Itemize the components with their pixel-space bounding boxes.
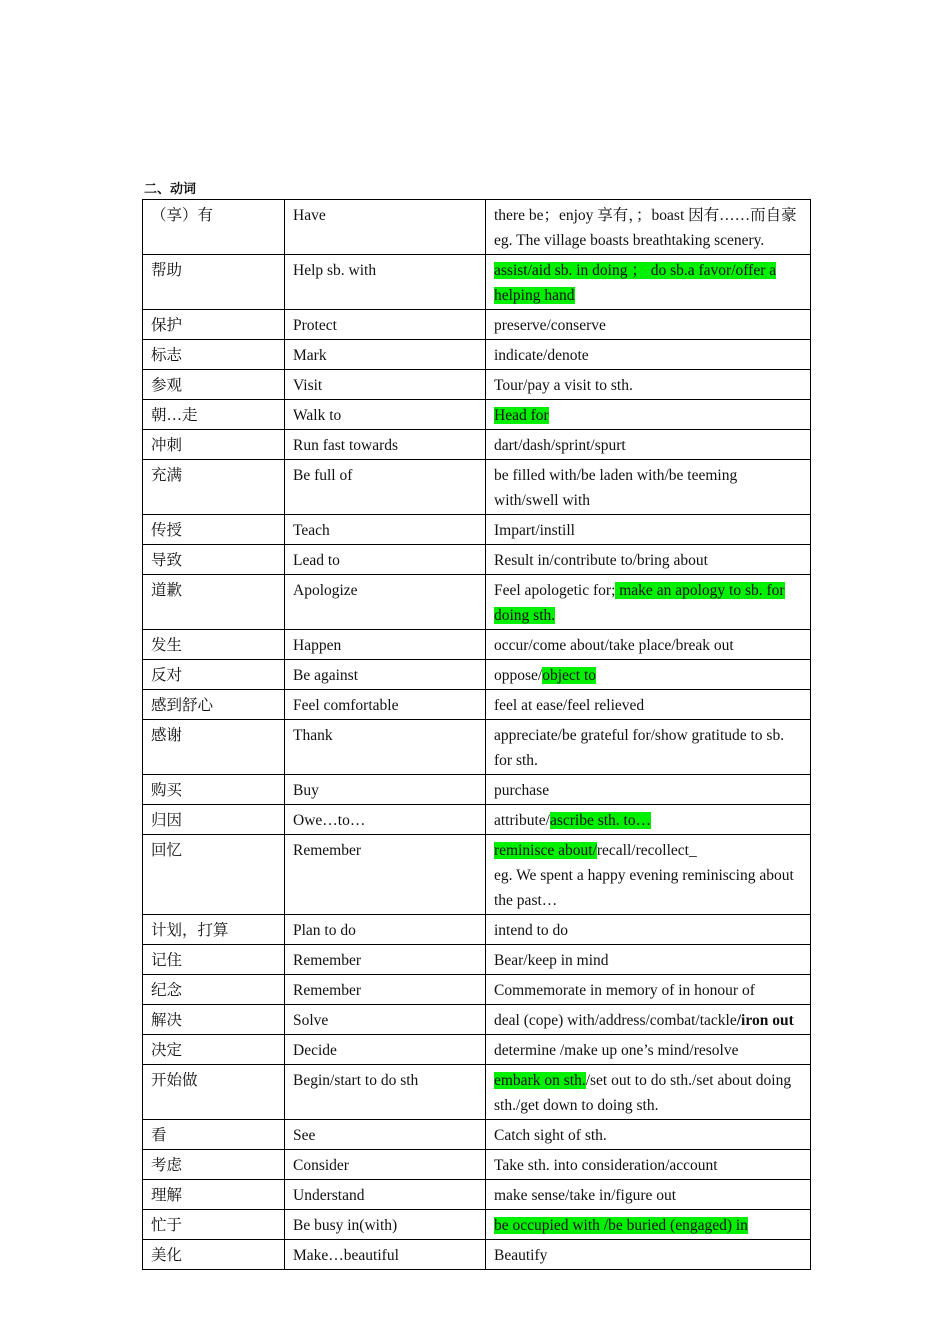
chinese-term: 美化 xyxy=(143,1240,285,1270)
synonyms xyxy=(486,400,811,430)
synonyms xyxy=(486,660,811,690)
table-row xyxy=(143,340,811,370)
synonyms xyxy=(486,200,811,255)
english-term: Make…beautiful xyxy=(285,1240,486,1270)
bold-synonym: /iron out xyxy=(736,1012,794,1029)
synonym-text: /set out to do sth./set about doing sth./get down to doing sth. xyxy=(494,1072,792,1114)
english-term: Buy xyxy=(285,775,486,805)
synonyms xyxy=(486,255,811,310)
chinese-term: 发生 xyxy=(143,630,285,660)
chinese-term: 冲刺 xyxy=(143,430,285,460)
table-row xyxy=(143,1035,811,1065)
synonyms xyxy=(486,835,811,915)
table-row xyxy=(143,630,811,660)
synonym-text: appreciate/be grateful for/show gratitude to sb. for sth. xyxy=(494,727,785,769)
synonyms xyxy=(486,1005,811,1035)
synonym-text: feel at ease/feel relieved xyxy=(494,697,645,714)
synonyms xyxy=(486,720,811,775)
table-row xyxy=(143,690,811,720)
table-row xyxy=(143,1210,811,1240)
table-row xyxy=(143,430,811,460)
chinese-term: 忙于 xyxy=(143,1210,285,1240)
english-term: Owe…to… xyxy=(285,805,486,835)
chinese-term: 记住 xyxy=(143,945,285,975)
synonym-text: deal (cope) with/address/combat/tackle xyxy=(494,1012,737,1029)
table-row xyxy=(143,975,811,1005)
synonyms xyxy=(486,1150,811,1180)
synonyms xyxy=(486,1120,811,1150)
english-term: Be full of xyxy=(285,460,486,515)
chinese-term: 看 xyxy=(143,1120,285,1150)
table-row xyxy=(143,720,811,775)
english-term: Solve xyxy=(285,1005,486,1035)
synonyms xyxy=(486,630,811,660)
vocabulary-table xyxy=(142,199,811,1270)
synonym-text: Result in/contribute to/bring about xyxy=(494,552,708,569)
chinese-term: 传授 xyxy=(143,515,285,545)
synonym-text: Bear/keep in mind xyxy=(494,952,609,969)
synonyms xyxy=(486,945,811,975)
synonyms xyxy=(486,690,811,720)
english-term: Protect xyxy=(285,310,486,340)
chinese-term: （享）有 xyxy=(143,200,285,255)
highlighted-synonym: be occupied with /be buried (engaged) in xyxy=(494,1217,748,1234)
table-row xyxy=(143,1150,811,1180)
highlighted-synonym: reminisce about/ xyxy=(494,842,597,859)
synonyms xyxy=(486,775,811,805)
chinese-term: 帮助 xyxy=(143,255,285,310)
synonyms xyxy=(486,310,811,340)
english-term: Remember xyxy=(285,945,486,975)
chinese-term: 感谢 xyxy=(143,720,285,775)
english-term: Be busy in(with) xyxy=(285,1210,486,1240)
example-text: eg. The village boasts breathtaking scenery. xyxy=(494,232,765,249)
table-row xyxy=(143,400,811,430)
english-term: Have xyxy=(285,200,486,255)
chinese-term: 保护 xyxy=(143,310,285,340)
table-row xyxy=(143,255,811,310)
synonym-text: be filled with/be laden with/be teeming with/swell with xyxy=(494,467,738,509)
table-row xyxy=(143,775,811,805)
english-term: Apologize xyxy=(285,575,486,630)
english-term: Run fast towards xyxy=(285,430,486,460)
chinese-term: 归因 xyxy=(143,805,285,835)
table-row xyxy=(143,805,811,835)
synonyms xyxy=(486,1065,811,1120)
english-term: Happen xyxy=(285,630,486,660)
synonym-text: Tour/pay a visit to sth. xyxy=(494,377,633,394)
chinese-term: 计划，打算 xyxy=(143,915,285,945)
table-row xyxy=(143,545,811,575)
chinese-term: 道歉 xyxy=(143,575,285,630)
synonym-text: occur/come about/take place/break out xyxy=(494,637,734,654)
synonyms xyxy=(486,430,811,460)
synonym-text: indicate/denote xyxy=(494,347,589,364)
synonyms xyxy=(486,340,811,370)
synonyms xyxy=(486,1035,811,1065)
table-row xyxy=(143,575,811,630)
english-term: Consider xyxy=(285,1150,486,1180)
highlighted-synonym: object to xyxy=(542,667,597,684)
table-row xyxy=(143,660,811,690)
english-term: Be against xyxy=(285,660,486,690)
chinese-term: 解决 xyxy=(143,1005,285,1035)
table-row xyxy=(143,915,811,945)
synonym-text: determine /make up one’s mind/resolve xyxy=(494,1042,739,1059)
english-term: Thank xyxy=(285,720,486,775)
table-row xyxy=(143,1240,811,1270)
example-text: eg. We spent a happy evening reminiscing about the past… xyxy=(494,867,794,909)
synonyms xyxy=(486,915,811,945)
table-row xyxy=(143,370,811,400)
highlighted-synonym: ascribe sth. to… xyxy=(549,812,652,829)
table-row xyxy=(143,1120,811,1150)
synonym-text: recall/recollect_ xyxy=(596,842,697,859)
english-term: Remember xyxy=(285,835,486,915)
chinese-term: 参观 xyxy=(143,370,285,400)
table-row xyxy=(143,1180,811,1210)
highlighted-synonym: embark on sth. xyxy=(494,1072,586,1089)
english-term: Teach xyxy=(285,515,486,545)
synonym-text: purchase xyxy=(494,782,550,799)
synonym-text: Beautify xyxy=(494,1247,548,1264)
synonyms xyxy=(486,805,811,835)
english-term: Visit xyxy=(285,370,486,400)
synonyms xyxy=(486,575,811,630)
table-row xyxy=(143,310,811,340)
table-row xyxy=(143,515,811,545)
english-term: Decide xyxy=(285,1035,486,1065)
synonyms xyxy=(486,975,811,1005)
table-row xyxy=(143,1005,811,1035)
synonym-text: attribute/ xyxy=(494,812,550,829)
synonym-text: Feel apologetic for; xyxy=(494,582,616,599)
chinese-term: 标志 xyxy=(143,340,285,370)
chinese-term: 考虑 xyxy=(143,1150,285,1180)
synonym-text: there be；enjoy 享有，；boast 因有……而自豪 xyxy=(494,207,797,224)
highlighted-synonym: make an apology to sb. for doing sth. xyxy=(494,582,785,624)
chinese-term: 购买 xyxy=(143,775,285,805)
synonyms xyxy=(486,1180,811,1210)
synonym-text: Commemorate in memory of in honour of xyxy=(494,982,755,999)
english-term: Begin/start to do sth xyxy=(285,1065,486,1120)
table-row xyxy=(143,460,811,515)
english-term: Plan to do xyxy=(285,915,486,945)
english-term: Help sb. with xyxy=(285,255,486,310)
chinese-term: 理解 xyxy=(143,1180,285,1210)
synonym-text: make sense/take in/figure out xyxy=(494,1187,677,1204)
english-term: Lead to xyxy=(285,545,486,575)
synonyms xyxy=(486,1210,811,1240)
synonym-text: intend to do xyxy=(494,922,569,939)
chinese-term: 决定 xyxy=(143,1035,285,1065)
highlighted-synonym: assist/aid sb. in doing ； do sb.a favor/offer a helping hand xyxy=(494,262,777,304)
english-term: Remember xyxy=(285,975,486,1005)
chinese-term: 反对 xyxy=(143,660,285,690)
chinese-term: 导致 xyxy=(143,545,285,575)
synonym-text: Catch sight of sth. xyxy=(494,1127,607,1144)
synonyms xyxy=(486,370,811,400)
synonyms xyxy=(486,460,811,515)
synonyms xyxy=(486,515,811,545)
table-row xyxy=(143,200,811,255)
chinese-term: 回忆 xyxy=(143,835,285,915)
chinese-term: 开始做 xyxy=(143,1065,285,1120)
english-term: See xyxy=(285,1120,486,1150)
synonyms xyxy=(486,1240,811,1270)
english-term: Feel comfortable xyxy=(285,690,486,720)
synonyms xyxy=(486,545,811,575)
synonym-text: Impart/instill xyxy=(494,522,575,539)
chinese-term: 感到舒心 xyxy=(143,690,285,720)
synonym-text: Take sth. into consideration/account xyxy=(494,1157,718,1174)
synonym-text: dart/dash/sprint/spurt xyxy=(494,437,626,454)
chinese-term: 充满 xyxy=(143,460,285,515)
table-row xyxy=(143,1065,811,1120)
english-term: Understand xyxy=(285,1180,486,1210)
table-row xyxy=(143,835,811,915)
english-term: Mark xyxy=(285,340,486,370)
chinese-term: 朝…走 xyxy=(143,400,285,430)
section-title: 二、动词 xyxy=(144,182,197,197)
synonym-text: preserve/conserve xyxy=(494,317,606,334)
synonym-text: oppose/ xyxy=(494,667,543,684)
table-row xyxy=(143,945,811,975)
chinese-term: 纪念 xyxy=(143,975,285,1005)
english-term: Walk to xyxy=(285,400,486,430)
highlighted-synonym: Head for xyxy=(494,407,549,424)
